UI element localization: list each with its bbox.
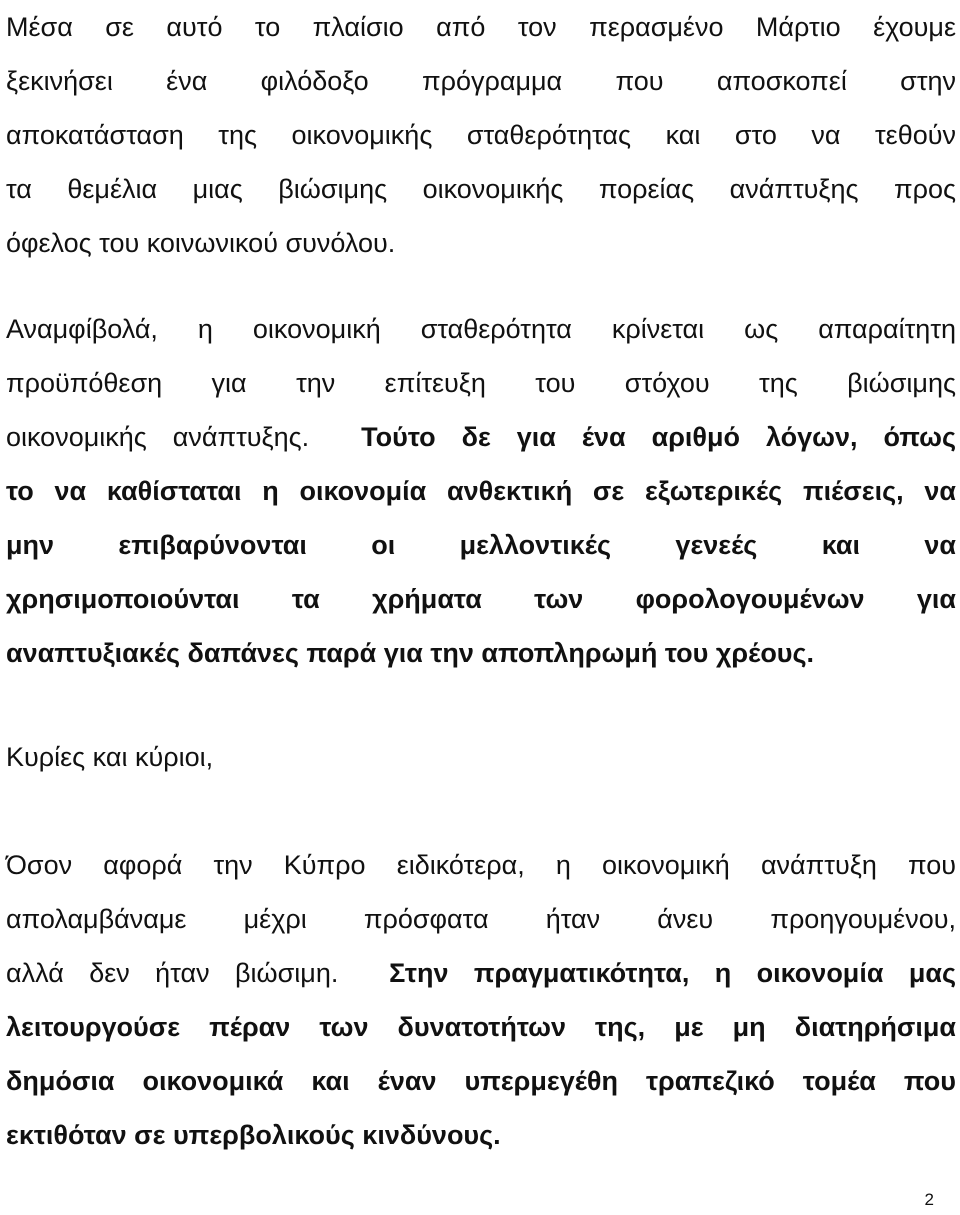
text-bold: Στην πραγματικότητα, η οικονομία μας	[389, 958, 956, 988]
text-line: Αναμφίβολά, η οικονομική σταθερότητα κρίνεται ως απαραίτητη	[6, 314, 956, 344]
text-normal: οικονομικής ανάπτυξης.	[6, 422, 310, 452]
text-line: απολαμβάναμε μέχρι πρόσφατα ήταν άνευ προηγουμένου,	[6, 904, 956, 934]
text-line: όφελος του κοινωνικού συνόλου.	[6, 228, 396, 258]
paragraph-salutation	[6, 730, 956, 784]
text-line: Μέσα σε αυτό το πλαίσιο από τον περασμένο Μάρτιο έχουμε	[6, 12, 956, 42]
text-line: προϋπόθεση για την επίτευξη του στόχου της βιώσιμης	[6, 368, 956, 398]
text-normal: αλλά δεν ήταν βιώσιμη.	[6, 958, 339, 988]
text-line-bold: λειτουργούσε πέραν των δυνατοτήτων της, με μη διατηρήσιμα	[6, 1012, 956, 1042]
page-number: 2	[924, 1190, 934, 1209]
text-line: ξεκινήσει ένα φιλόδοξο πρόγραμμα που αποσκοπεί στην	[6, 66, 956, 96]
text-line-mixed	[6, 410, 956, 464]
text-line-bold: αναπτυξιακές δαπάνες παρά για την αποπληρωμή του χρέους.	[6, 638, 815, 668]
paragraph-economic-stability	[6, 302, 956, 680]
text-line-mixed	[6, 946, 956, 1000]
text-bold: Τούτο δε για ένα αριθμό λόγων, όπως	[361, 422, 956, 452]
text-line: τα θεμέλια μιας βιώσιμης οικονομικής πορείας ανάπτυξης προς	[6, 174, 956, 204]
text-line-bold: μην επιβαρύνονται οι μελλοντικές γενεές και να	[6, 530, 956, 560]
text-line-bold: χρησιμοποιούνται τα χρήματα των φορολογουμένων για	[6, 584, 956, 614]
text-line: αποκατάσταση της οικονομικής σταθερότητας και στο να τεθούν	[6, 120, 956, 150]
text-line: Όσον αφορά την Κύπρο ειδικότερα, η οικονομική ανάπτυξη που	[6, 850, 956, 880]
text-line-bold: το να καθίσταται η οικονομία ανθεκτική σε εξωτερικές πιέσεις, να	[6, 476, 956, 506]
paragraph-cyprus-growth	[6, 838, 956, 1162]
text-line-bold: εκτιθόταν σε υπερβολικούς κινδύνους.	[6, 1120, 501, 1150]
paragraph-march-program	[6, 0, 956, 270]
salutation-text: Κυρίες και κύριοι,	[6, 742, 214, 772]
text-line-bold: δημόσια οικονομικά και έναν υπερμεγέθη τραπεζικό τομέα που	[6, 1066, 956, 1096]
